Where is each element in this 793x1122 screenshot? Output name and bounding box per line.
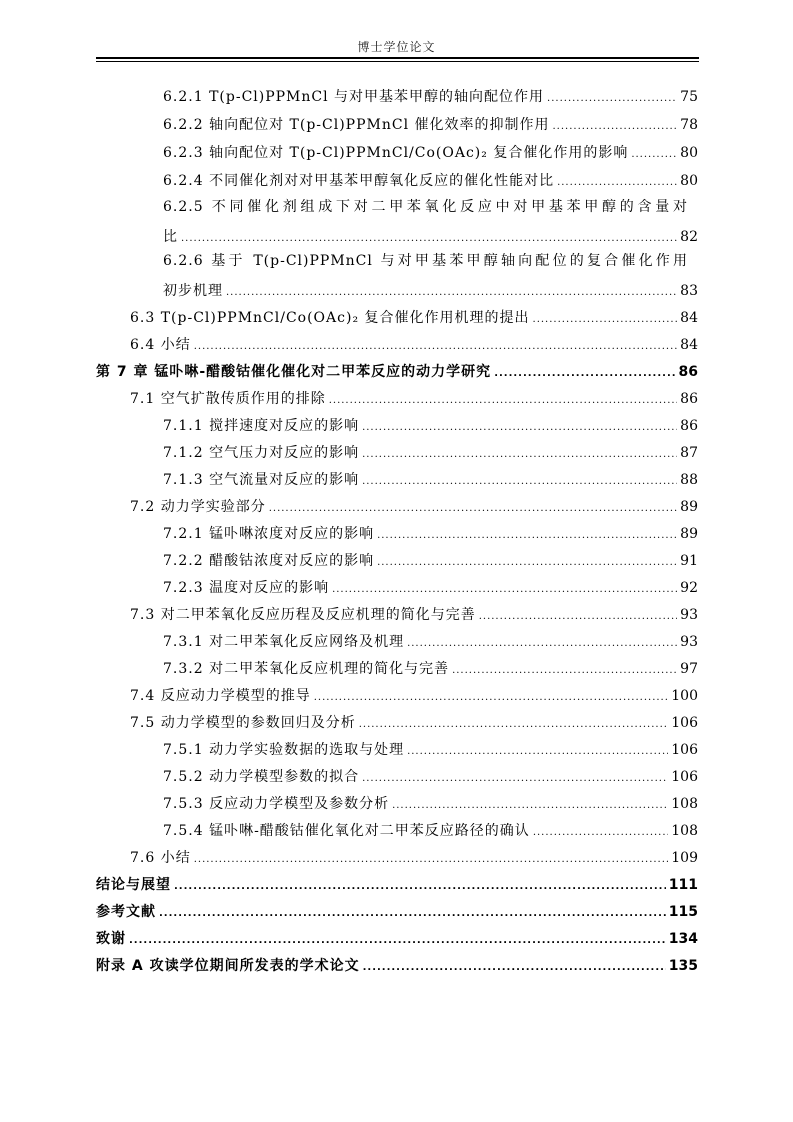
toc-entry-page: 92 bbox=[680, 580, 698, 596]
toc-entry[interactable] bbox=[163, 226, 698, 246]
toc-chapter-entry[interactable] bbox=[96, 361, 698, 381]
toc-leader-dots bbox=[553, 116, 678, 134]
toc-entry-title: 7.3 对二甲苯氧化反应历程及反应机理的简化与完善 bbox=[130, 607, 476, 623]
toc-entry-page: 75 bbox=[680, 89, 698, 105]
toc-entry-title: 7.5 动力学模型的参数回归及分析 bbox=[130, 715, 356, 731]
toc-entry-title: 7.1.3 空气流量对反应的影响 bbox=[163, 472, 360, 488]
toc-leader-dots bbox=[407, 741, 668, 759]
toc-entry[interactable] bbox=[163, 114, 698, 134]
toc-entry[interactable] bbox=[163, 442, 698, 462]
toc-leader-dots bbox=[129, 930, 666, 948]
toc-entry[interactable] bbox=[163, 631, 698, 651]
toc-entry-title: 7.1.2 空气压力对反应的影响 bbox=[163, 445, 360, 461]
toc-entry[interactable] bbox=[163, 469, 698, 489]
toc-entry-title: 7.3.2 对二甲苯氧化反应机理的简化与完善 bbox=[163, 661, 450, 677]
toc-entry-page: 80 bbox=[680, 173, 698, 189]
toc-entry-title: 7.6 小结 bbox=[130, 850, 191, 866]
toc-entry-title-line1: 6.2.6 基于 T(p-Cl)PPMnCl 与对甲基苯甲醇轴向配位的复合催化作用 bbox=[163, 253, 688, 269]
toc-entry-title: 7.1.1 搅拌速度对反应的影响 bbox=[163, 418, 360, 434]
toc-leader-dots bbox=[159, 903, 666, 921]
toc-entry-page: 86 bbox=[678, 364, 698, 380]
toc-entry-title: 7.2.2 醋酸钴浓度对反应的影响 bbox=[163, 553, 375, 569]
toc-entry-page: 88 bbox=[680, 472, 698, 488]
toc-entry-page: 82 bbox=[680, 229, 698, 245]
toc-entry[interactable] bbox=[163, 820, 698, 840]
toc-entry-title: 6.2.1 T(p-Cl)PPMnCl 与对甲基苯甲醇的轴向配位作用 bbox=[163, 89, 545, 105]
toc-entry-page: 83 bbox=[680, 283, 698, 299]
toc-entry-title: 7.5.3 反应动力学模型及参数分析 bbox=[163, 796, 390, 812]
toc-entry-page: 108 bbox=[671, 796, 698, 812]
toc-entry-page: 89 bbox=[680, 526, 698, 542]
toc-entry[interactable] bbox=[163, 170, 698, 190]
toc-leader-dots bbox=[174, 876, 666, 894]
toc-entry[interactable] bbox=[130, 604, 698, 624]
toc-entry-title: 比 bbox=[163, 229, 178, 245]
toc-entry-title: 7.5.1 动力学实验数据的选取与处理 bbox=[163, 742, 405, 758]
toc-entry[interactable] bbox=[163, 793, 698, 813]
toc-entry[interactable] bbox=[130, 307, 698, 327]
toc-leader-dots bbox=[362, 417, 677, 435]
toc-entry-title: 参考文献 bbox=[96, 904, 156, 920]
toc-leader-dots bbox=[226, 282, 677, 300]
toc-entry-title: 7.4 反应动力学模型的推导 bbox=[130, 688, 311, 704]
toc-leader-dots bbox=[377, 552, 677, 570]
toc-entry-title: 结论与展望 bbox=[96, 877, 171, 893]
toc-entry-page: 97 bbox=[680, 661, 698, 677]
toc-entry-page: 106 bbox=[671, 769, 698, 785]
toc-leader-dots bbox=[181, 228, 677, 246]
toc-entry[interactable] bbox=[130, 388, 698, 408]
toc-entry[interactable] bbox=[163, 577, 698, 597]
header-title: 博士学位论文 bbox=[357, 40, 436, 54]
toc-entry-page: 100 bbox=[671, 688, 698, 704]
toc-entry[interactable] bbox=[130, 685, 698, 705]
toc-leader-dots bbox=[494, 363, 675, 381]
toc-leader-dots bbox=[547, 88, 677, 106]
toc-entry-title: 7.2.3 温度对反应的影响 bbox=[163, 580, 330, 596]
toc-entry[interactable] bbox=[163, 739, 698, 759]
toc-entry-title: 6.2.4 不同催化剂对对甲基苯甲醇氧化反应的催化性能对比 bbox=[163, 173, 555, 189]
toc-entry-page: 91 bbox=[680, 553, 698, 569]
toc-entry[interactable] bbox=[163, 415, 698, 435]
toc-entry-page: 78 bbox=[680, 117, 698, 133]
toc-entry-title: 7.1 空气扩散传质作用的排除 bbox=[130, 391, 326, 407]
toc-entry[interactable] bbox=[163, 280, 698, 300]
toc-entry[interactable] bbox=[163, 550, 698, 570]
toc-entry[interactable] bbox=[130, 496, 698, 516]
toc-entry-title: 初步机理 bbox=[163, 283, 223, 299]
toc-entry-title: 7.5.4 锰卟啉-醋酸钴催化氧化对二甲苯反应路径的确认 bbox=[163, 823, 530, 839]
toc-entry-page: 111 bbox=[668, 877, 698, 893]
toc-leader-dots bbox=[533, 822, 668, 840]
toc-entry-title: 6.2.2 轴向配位对 T(p-Cl)PPMnCl 催化效率的抑制作用 bbox=[163, 117, 550, 133]
header-rule-thin bbox=[96, 61, 699, 62]
toc-leader-dots bbox=[362, 471, 677, 489]
toc-leader-dots bbox=[194, 849, 669, 867]
toc-chapter-entry[interactable] bbox=[96, 928, 698, 948]
toc-entry-page: 86 bbox=[680, 391, 698, 407]
toc-entry-page: 115 bbox=[668, 904, 698, 920]
toc-entry-title: 7.5.2 动力学模型参数的拟合 bbox=[163, 769, 360, 785]
toc-leader-dots bbox=[392, 795, 668, 813]
toc-leader-dots bbox=[359, 714, 669, 732]
toc-entry[interactable] bbox=[163, 766, 698, 786]
toc-leader-dots bbox=[407, 633, 677, 651]
toc-entry-page: 93 bbox=[680, 634, 698, 650]
toc-entry-title-line1: 6.2.5 不同催化剂组成下对二甲苯氧化反应中对甲基苯甲醇的含量对 bbox=[163, 199, 688, 215]
toc-entry[interactable] bbox=[130, 712, 698, 732]
toc-entry[interactable] bbox=[130, 334, 698, 354]
toc-entry-title: 6.3 T(p-Cl)PPMnCl/Co(OAc)₂ 复合催化作用机理的提出 bbox=[130, 310, 530, 326]
toc-entry-title: 6.4 小结 bbox=[130, 337, 191, 353]
toc-entry-page: 84 bbox=[680, 310, 698, 326]
toc-entry-page: 106 bbox=[671, 742, 698, 758]
toc-chapter-entry[interactable] bbox=[96, 955, 698, 975]
toc-leader-dots bbox=[362, 444, 677, 462]
toc-leader-dots bbox=[332, 579, 677, 597]
toc-leader-dots bbox=[452, 660, 677, 678]
toc-entry-title: 第 7 章 锰卟啉-醋酸钴催化催化对二甲苯反应的动力学研究 bbox=[96, 364, 492, 380]
toc-entry-page: 106 bbox=[671, 715, 698, 731]
toc-entry[interactable] bbox=[163, 86, 698, 106]
toc-entry-title: 6.2.3 轴向配位对 T(p-Cl)PPMnCl/Co(OAc)₂ 复合催化作用的影响 bbox=[163, 145, 629, 161]
toc-entry-title: 7.3.1 对二甲苯氧化反应网络及机理 bbox=[163, 634, 405, 650]
toc-entry-title: 7.2.1 锰卟啉浓度对反应的影响 bbox=[163, 526, 375, 542]
toc-entry-page: 86 bbox=[680, 418, 698, 434]
toc-entry-page: 84 bbox=[680, 337, 698, 353]
toc-leader-dots bbox=[362, 768, 668, 786]
toc-leader-dots bbox=[557, 172, 677, 190]
toc-entry-page: 134 bbox=[668, 931, 698, 947]
toc-leader-dots bbox=[194, 336, 677, 354]
toc-entry-title: 7.2 动力学实验部分 bbox=[130, 499, 266, 515]
toc-entry-page: 135 bbox=[668, 958, 698, 974]
toc-entry[interactable] bbox=[163, 523, 698, 543]
toc-entry[interactable] bbox=[163, 142, 698, 162]
toc-leader-dots bbox=[479, 606, 677, 624]
toc-entry-title: 致谢 bbox=[96, 931, 126, 947]
toc-entry-page: 93 bbox=[680, 607, 698, 623]
toc-entry[interactable] bbox=[163, 658, 698, 678]
toc-entry-page: 108 bbox=[671, 823, 698, 839]
header-rule-thick bbox=[96, 57, 699, 59]
toc-entry-page: 89 bbox=[680, 499, 698, 515]
toc-entry-title: 附录 A 攻读学位期间所发表的学术论文 bbox=[96, 958, 360, 974]
toc-entry-page: 80 bbox=[680, 145, 698, 161]
toc-leader-dots bbox=[377, 525, 677, 543]
toc-chapter-entry[interactable] bbox=[96, 874, 698, 894]
toc-entry-page: 87 bbox=[680, 445, 698, 461]
toc-leader-dots bbox=[329, 390, 677, 408]
toc-entry-page: 109 bbox=[671, 850, 698, 866]
toc-leader-dots bbox=[533, 309, 678, 327]
toc-leader-dots bbox=[631, 144, 677, 162]
toc-leader-dots bbox=[314, 687, 669, 705]
toc-chapter-entry[interactable] bbox=[96, 901, 698, 921]
toc-entry[interactable] bbox=[130, 847, 698, 867]
toc-leader-dots bbox=[269, 498, 677, 516]
toc-leader-dots bbox=[363, 957, 666, 975]
